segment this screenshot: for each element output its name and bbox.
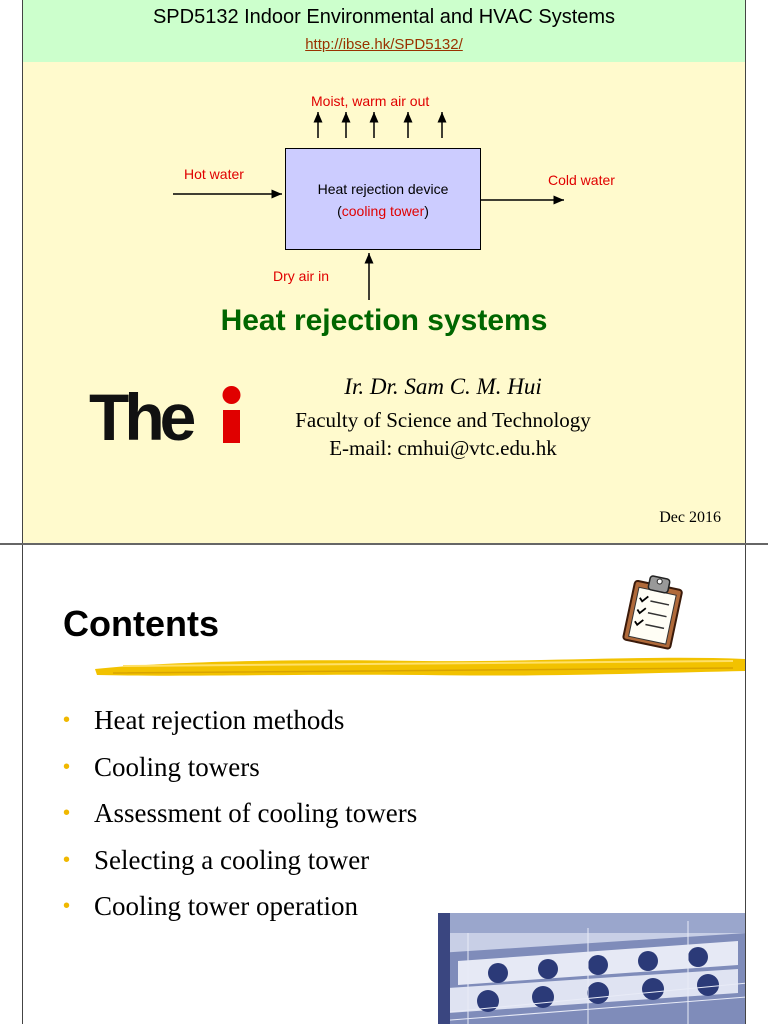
contents-list: [63, 697, 417, 930]
slide-title: Heat rejection systems: [220, 304, 548, 337]
list-item-text: Selecting a cooling tower: [94, 844, 370, 875]
slide-header: [23, 0, 745, 62]
air-out-label: Moist, warm air out: [311, 93, 430, 109]
title-slide: [22, 0, 746, 543]
thei-logo: [87, 382, 247, 452]
list-item: [63, 790, 417, 837]
dry-air-label: Dry air in: [273, 268, 330, 284]
heat-rejection-diagram: [23, 62, 747, 312]
device-sublabel: (cooling tower): [337, 203, 429, 219]
faculty-name: Faculty of Science and Technology: [295, 408, 591, 432]
brush-stroke-divider: [93, 649, 746, 683]
list-item-text: Cooling towers: [94, 751, 260, 782]
list-item-text: Heat rejection methods: [94, 705, 345, 735]
author-name: Ir. Dr. Sam C. M. Hui: [344, 374, 542, 399]
bullet-icon: •: [63, 895, 71, 917]
list-item: [63, 883, 417, 930]
course-title: SPD5132 Indoor Environmental and HVAC Systems: [152, 6, 616, 28]
list-item: [63, 744, 417, 791]
bullet-icon: •: [63, 802, 71, 824]
bullet-icon: •: [63, 755, 71, 778]
bullet-icon: •: [63, 848, 71, 871]
clipboard-icon: [619, 571, 689, 651]
cooling-tower-photo: [438, 913, 746, 1024]
author-email: E-mail: cmhui@vtc.edu.hk: [329, 436, 557, 460]
presentation-date: Dec 2016: [659, 509, 721, 526]
list-item-text: Cooling tower operation: [94, 891, 358, 921]
svg-text:The: The: [89, 382, 192, 452]
list-item-text: Assessment of cooling towers: [94, 798, 418, 828]
course-link[interactable]: http://ibse.hk/SPD5132/: [305, 36, 463, 53]
device-label: Heat rejection device: [317, 181, 449, 197]
bullet-icon: •: [63, 709, 71, 731]
cooling-tower-label: cooling tower: [341, 203, 425, 219]
list-item: [63, 837, 417, 884]
hot-water-label: Hot water: [184, 166, 244, 182]
list-item: [63, 697, 417, 744]
contents-slide: [22, 545, 746, 1024]
cold-water-label: Cold water: [548, 172, 615, 188]
contents-title: Contents: [63, 603, 219, 644]
heat-rejection-device-box: [285, 148, 481, 250]
